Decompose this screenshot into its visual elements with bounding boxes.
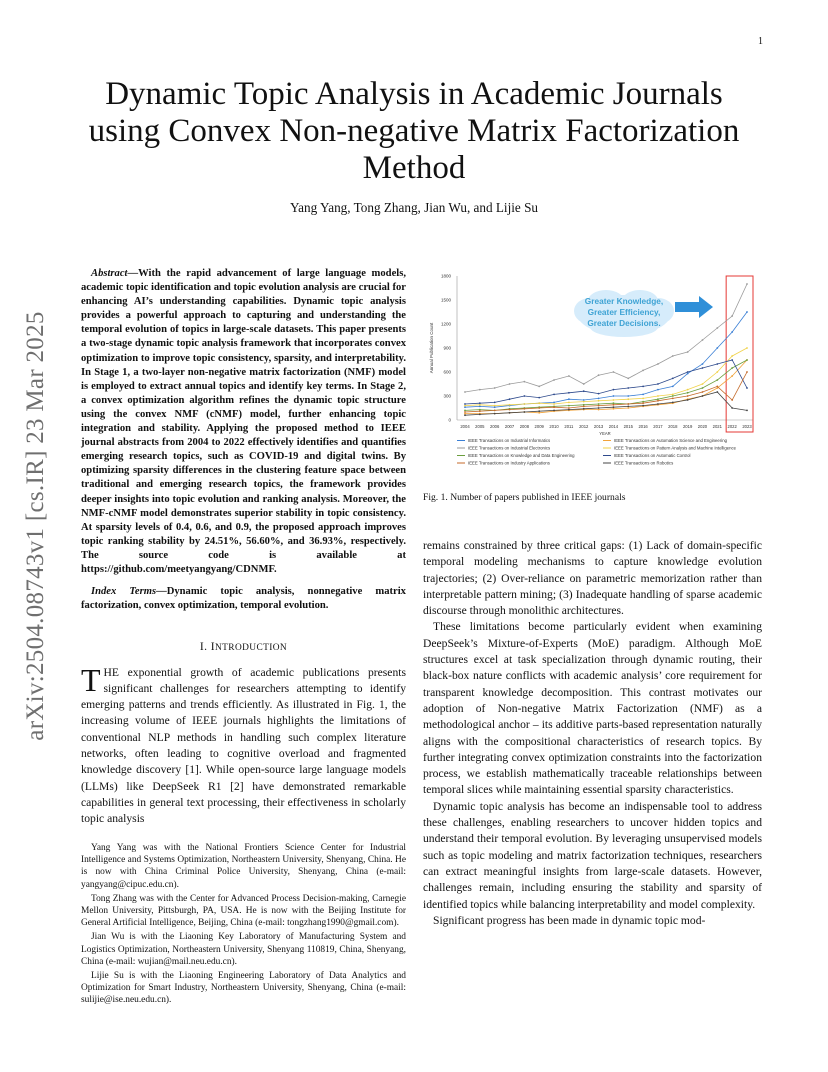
data-point (687, 371, 689, 373)
data-point (627, 398, 629, 400)
y-tick-label: 1500 (440, 297, 451, 303)
data-point (523, 381, 525, 383)
data-point (509, 398, 511, 400)
x-tick-label: 2019 (682, 424, 693, 429)
section-initial: I (210, 640, 215, 654)
x-tick-label: 2015 (623, 424, 633, 429)
data-point (627, 406, 629, 408)
callout-text-line: Greater Efficiency, (587, 307, 661, 317)
data-point (731, 399, 733, 401)
data-point (583, 408, 585, 410)
data-point (746, 311, 748, 313)
data-point (716, 327, 718, 329)
data-point (613, 389, 615, 391)
data-point (494, 402, 496, 404)
data-point (523, 403, 525, 405)
data-point (464, 410, 466, 412)
data-point (613, 406, 615, 408)
data-point (568, 402, 570, 404)
data-point (464, 406, 466, 408)
data-point (731, 315, 733, 317)
data-point (464, 411, 466, 413)
section-heading-introduction (81, 639, 406, 656)
data-point (731, 367, 733, 369)
data-point (464, 391, 466, 393)
x-tick-label: 2010 (549, 424, 559, 429)
data-point (702, 383, 704, 385)
index-terms (81, 585, 406, 613)
y-axis-label: Annual Publication Count (429, 322, 434, 374)
body-paragraph: Significant progress has been made in dynamic topic mod- (433, 913, 706, 927)
data-point (642, 401, 644, 403)
x-tick-label: 2008 (519, 424, 530, 429)
data-point (672, 395, 674, 397)
data-point (598, 400, 600, 402)
arxiv-stamp-text: arXiv:2504.08743v1 [cs.IR] 23 Mar 2025 (22, 311, 49, 741)
legend-entry: IEEE Transactions on Knowledge and Data Engineering (468, 453, 575, 458)
data-point (716, 371, 718, 373)
data-point (479, 410, 481, 412)
legend-entry: IEEE Transactions on Industry Applications (468, 460, 550, 466)
data-point (509, 409, 511, 411)
legend-entry: IEEE Transactions on Pattern Analysis and Machine Intelligence (614, 445, 737, 451)
data-point (657, 389, 659, 391)
y-tick-label: 0 (448, 417, 451, 423)
data-point (627, 378, 629, 380)
data-point (464, 405, 466, 407)
y-tick-label: 300 (443, 393, 451, 399)
data-point (553, 379, 555, 381)
data-point (731, 407, 733, 409)
data-point (627, 387, 629, 389)
data-point (687, 389, 689, 391)
x-tick-label: 2004 (460, 424, 470, 429)
data-point (642, 386, 644, 388)
data-point (687, 399, 689, 401)
data-point (716, 386, 718, 388)
data-point (538, 397, 540, 399)
data-point (716, 379, 718, 381)
legend-entry: IEEE Transactions on Industrial Informatics (468, 438, 551, 443)
x-tick-label: 2021 (712, 424, 722, 429)
data-point (479, 409, 481, 411)
data-point (702, 367, 704, 369)
body-paragraph: remains constrained by three critical gaps: (1) Lack of domain-specific temporal modeling mechanisms to capture knowledge evolution trajectories; (2) Over-reliance on parametric memorization rather than interpretable pattern mining; (3) Inadequate handling of sparse academic discourse through monolithic architectures. (423, 539, 762, 618)
data-point (627, 395, 629, 397)
data-point (642, 405, 644, 407)
data-point (553, 394, 555, 396)
footnote: Jian Wu is with the Liaoning Key Laboratory of Manufacturing System and Logistics Optimization, Northeastern University, Shenyang 110819, China, Shenyang, China (e-mail: wujian@mail.neu.edu.cn). (81, 932, 406, 967)
data-point (657, 363, 659, 365)
data-point (494, 387, 496, 389)
data-point (479, 402, 481, 404)
data-point (553, 406, 555, 408)
data-point (672, 378, 674, 380)
data-point (613, 395, 615, 397)
callout-text-line: Greater Knowledge, (584, 296, 664, 306)
data-point (746, 387, 748, 389)
data-point (687, 392, 689, 394)
y-tick-label: 600 (443, 369, 451, 375)
data-point (746, 347, 748, 349)
legend-entry: IEEE Transactions on Industrial Electronics (468, 445, 551, 451)
body-paragraph: These limitations become particularly evident when examining DeepSeek’s Mixture-of-Experts (MoE) paradigm. Although MoE structures excel at task specialization through dynamic routing, their black-box nature conflicts with academic analysis’ core requirement for transparent knowledge decomposition. This contrast motivates our adoption of Non-negative Matrix Factorization (NMF) as a methodological anchor – its additive parts-based representation naturally aligns with the compositional characteristics of research topics. By further integrating convex optimization constraints into the factorization process, we establish mathematically traceable relationships between temporal slices while maintaining essential sparsity characteristics. (423, 620, 762, 797)
data-point (568, 407, 570, 409)
data-point (464, 403, 466, 405)
x-tick-label: 2007 (504, 424, 515, 429)
data-point (731, 375, 733, 377)
x-tick-label: 2014 (608, 424, 619, 429)
data-point (702, 339, 704, 341)
data-point (523, 408, 525, 410)
abstract (81, 267, 406, 577)
data-point (568, 405, 570, 407)
legend-entry: IEEE Transactions on Automatic Control (614, 453, 691, 458)
data-point (538, 412, 540, 414)
legend-entry: IEEE Transactions on Robotics (614, 460, 674, 466)
data-point (716, 363, 718, 365)
data-point (509, 404, 511, 406)
data-point (538, 402, 540, 404)
data-point (464, 413, 466, 415)
data-point (509, 383, 511, 385)
data-point (598, 405, 600, 407)
figure-1 (423, 270, 762, 470)
data-point (687, 351, 689, 353)
data-point (672, 402, 674, 404)
x-tick-label: 2009 (534, 424, 544, 429)
data-point (538, 407, 540, 409)
data-point (598, 393, 600, 395)
section-title-rest: NTRODUCTION (215, 643, 288, 654)
y-tick-label: 900 (443, 345, 451, 351)
data-point (613, 399, 615, 401)
data-point (598, 398, 600, 400)
data-point (479, 406, 481, 408)
data-point (479, 414, 481, 416)
data-point (672, 386, 674, 388)
data-point (494, 406, 496, 408)
x-tick-label: 2012 (579, 424, 589, 429)
data-point (672, 398, 674, 400)
data-point (583, 390, 585, 392)
legend-entry: IEEE Transactions on Automation Science and Engineering (614, 438, 727, 443)
data-point (523, 395, 525, 397)
data-point (687, 373, 689, 375)
data-point (731, 359, 733, 361)
data-point (613, 408, 615, 410)
y-tick-label: 1200 (440, 321, 451, 327)
x-tick-label: 2006 (490, 424, 500, 429)
page-number: 1 (758, 36, 763, 47)
author-footnotes (81, 842, 406, 1009)
data-point (553, 410, 555, 412)
data-point (746, 359, 748, 361)
data-point (583, 406, 585, 408)
x-tick-label: 2016 (638, 424, 648, 429)
x-tick-label: 2018 (668, 424, 678, 429)
data-point (613, 371, 615, 373)
data-point (746, 283, 748, 285)
data-point (479, 389, 481, 391)
data-point (613, 404, 615, 406)
data-point (613, 402, 615, 404)
data-point (731, 355, 733, 357)
x-tick-label: 2005 (475, 424, 485, 429)
data-point (568, 375, 570, 377)
footnote: Tong Zhang was with the Center for Advanced Process Decision-making, Carnegie Mellon University, Pittsburgh, PA, USA. He is now with the Beijing Institute for General Artificial Intelligence, Beijing, China (e-mail: tongzhang1990@gmail.com). (81, 893, 406, 929)
data-point (494, 405, 496, 407)
data-point (627, 407, 629, 409)
data-point (657, 400, 659, 402)
data-point (553, 402, 555, 404)
data-point (657, 383, 659, 385)
x-tick-label: 2017 (653, 424, 663, 429)
callout-arrow (675, 296, 713, 318)
body-paragraph: Dynamic topic analysis has become an indispensable tool to address these challenges, enabling researchers to uncover hidden topics and understand their temporal evolution. By leveraging unsupervised models such as topic modeling and matrix factorization techniques, researchers can extract meaningful insights from large-scale datasets. However, challenges remain, including ensuring the stability and sparsity of identified topics while balancing interpretability and model complexity. (423, 799, 762, 911)
data-point (568, 398, 570, 400)
data-point (657, 395, 659, 397)
data-point (687, 395, 689, 397)
data-point (702, 395, 704, 397)
data-point (598, 409, 600, 411)
x-tick-label: 2011 (564, 424, 574, 429)
data-point (746, 371, 748, 373)
data-point (583, 399, 585, 401)
index-terms-label: Index Terms (91, 586, 157, 598)
x-tick-label: 2020 (697, 424, 708, 429)
abstract-text: —With the rapid advancement of large language models, academic topic identification and topic evolution analysis are crucial for enhancing AI’s understanding capabilities. Dynamic topic analysis provides a powerful approach to capturing and understanding the temporal evolution of topics in large-scale datasets. This paper presents a two-stage dynamic topic analysis framework that incorporates convex optimization to improve topic consistency, sparsity, and interpretability. In Stage 1, a two-layer non-negative matrix factorization (NMF) model is employed to extract annual topics and identify key terms. In Stage 2, a convex optimization algorithm refines the dynamic topic structure using the convex NMF (cNMF) model, further enhancing topic integration and stability. Applying the proposed method to IEEE journal abstracts from 2004 to 2022 effectively identifies and quantifies emerging research topics, such as COVID-19 and digital twins. By optimizing sparsity differences in the clustering feature space between traditional and emerging research topics, the framework provides deeper insights into topic evolution and ranking analysis. Moreover, the NMF-cNMF model demonstrates superior stability in topic consistency. At sparsity levels of 0.4, 0.6, and 0.9, the proposed approach improves topic ranking stability by 24.51%, 56.60%, and 36.93%, respectively. The source code is available at https://github.com/meetyangyang/CDNMF. (81, 268, 406, 575)
intro-text: HE exponential growth of academic publications presents significant challenges for researchers attempting to identify emerging patterns and trends efficiently. As illustrated in Fig. 1, the increasing volume of IEEE journals highlights the limitations of conventional NLP methods in handling such complex literature networks, often leading to cognitive overload and fragmented knowledge discovery [1]. While open-source large language models (LLMs) like DeepSeek R1 [2] have demonstrated remarkable capabilities in general text processing, their effectiveness in scholarly topic analysis (81, 665, 406, 826)
paper-title: Dynamic Topic Analysis in Academic Journals using Convex Non-negative Matrix Factorization Method (88, 76, 740, 186)
data-point (657, 398, 659, 400)
data-point (702, 363, 704, 365)
right-column (423, 538, 762, 929)
data-point (494, 413, 496, 415)
x-tick-label: 2023 (742, 424, 752, 429)
data-point (672, 394, 674, 396)
author-list: Yang Yang, Tong Zhang, Jian Wu, and Lijie Su (289, 200, 538, 215)
data-point (598, 374, 600, 376)
data-point (627, 403, 629, 405)
data-point (716, 347, 718, 349)
index-terms-text: —Dynamic topic analysis, nonnegative matrix factorization, convex optimization, temporal evolution. (81, 586, 406, 612)
callout-text-line: Greater Decisions. (587, 318, 661, 328)
data-point (598, 407, 600, 409)
data-point (657, 403, 659, 405)
data-point (598, 403, 600, 405)
figure-caption: Fig. 1. Number of papers published in IEEE journals (423, 492, 626, 503)
publication-line-chart (423, 270, 762, 470)
data-point (642, 370, 644, 372)
data-point (642, 394, 644, 396)
data-point (509, 412, 511, 414)
data-point (583, 401, 585, 403)
abstract-label: Abstract (91, 268, 128, 279)
data-point (702, 387, 704, 389)
data-point (583, 383, 585, 385)
data-point (672, 355, 674, 357)
footnote: Lijie Su is with the Liaoning Engineering Laboratory of Data Analytics and Optimization for Smart Industry, Northeastern University, Shenyang, China (e-mail: sulijie@ise.neu.edu.cn). (81, 971, 406, 1006)
data-point (702, 391, 704, 393)
data-point (731, 331, 733, 333)
intro-paragraph (81, 661, 406, 828)
data-point (494, 410, 496, 412)
data-point (746, 410, 748, 412)
left-column (81, 267, 406, 828)
data-point (523, 411, 525, 413)
x-tick-label: 2013 (593, 424, 604, 429)
section-numeral: I. (199, 640, 211, 654)
data-point (464, 414, 466, 416)
footnote: Yang Yang was with the National Frontiers Science Center for Industrial Intelligence and Systems Optimization, Northeastern University, Shenyang, China. He is now with China Criminal Police University, Shenyang, China (e-mail: yangyang@cipuc.edu.cn). (81, 843, 406, 890)
data-point (583, 404, 585, 406)
data-point (553, 403, 555, 405)
arxiv-stamp (18, 292, 54, 760)
data-point (716, 391, 718, 393)
x-tick-label: 2022 (727, 424, 737, 429)
drop-cap: T (81, 661, 101, 698)
y-tick-label: 1800 (440, 273, 451, 279)
data-point (642, 398, 644, 400)
data-point (538, 386, 540, 388)
data-point (568, 392, 570, 394)
data-point (568, 409, 570, 411)
data-point (479, 404, 481, 406)
data-point (538, 410, 540, 412)
data-point (642, 402, 644, 404)
x-axis-label: YEAR (599, 431, 611, 436)
